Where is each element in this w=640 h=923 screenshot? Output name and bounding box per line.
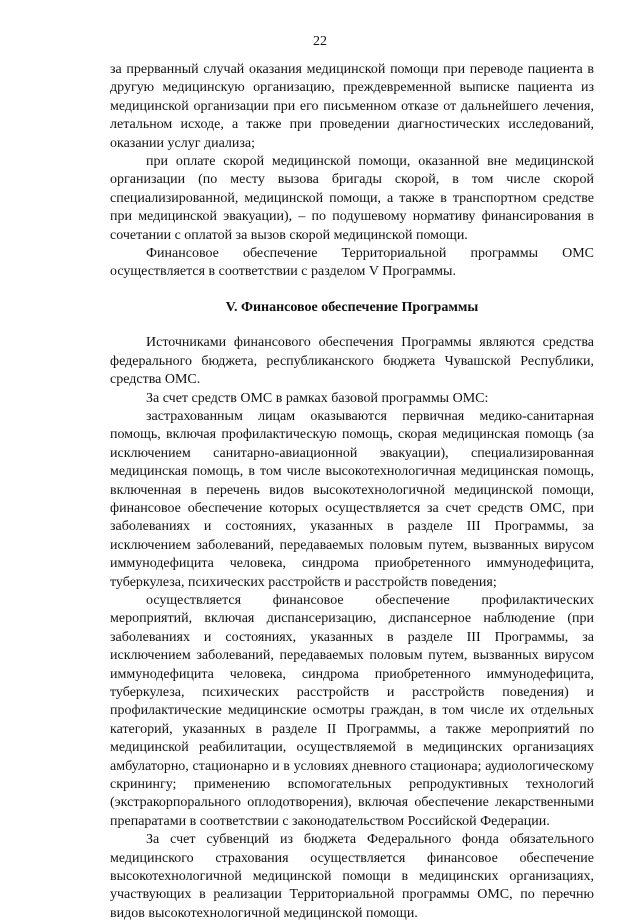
paragraph-preventive-measures: осуществляется финансовое обеспечение профилактических мероприятий, включая диспансеризацию, диспансерное наблюдение (при заболеваниях и состояниях, указанных в разделе III Программы, за исключением заболеваний, передаваемых половым путем, вызванных вирусом иммунодефицита человека, синдрома приобретенного иммунодефицита, туберкулеза, психических расстройств и расстройств поведения) и профилактические медицинские осмотры граждан, в том числе их отдельных категорий, указанных в разделе II Программы, а также мероприятий по медицинской реабилитации, осуществляемой в медицинских организациях амбулаторно, стационарно и в условиях дневного стационара; аудиологическому скринингу; применению вспомогательных репродуктивных технологий (экстракорпорального оплодотворения), включая обеспечение лекарственными препаратами в соответствии с законодательством Российской Федерации. — [110, 592, 594, 829]
document-body — [110, 61, 594, 923]
section-heading: V. Финансовое обеспечение Программы — [225, 299, 479, 315]
page-number: 22 — [313, 34, 327, 49]
paragraph-funding-sources: Источниками финансового обеспечения Программы являются средства федерального бюджета, республиканского бюджета Чувашской Республики, средства ОМС. — [110, 335, 594, 388]
paragraph-federal-subventions: За счет субвенций из бюджета Федерального фонда обязательного медицинского страхования осуществляется финансовое обеспечение высокотехнологичной медицинской помощи в медицинских организациях, участвующих в реализации Территориальной программы ОМС, по перечню видов высокотехнологичной медицинской помощи. — [110, 832, 594, 921]
section-heading-wrapper — [110, 299, 594, 317]
paragraph-insured-care: застрахованным лицам оказываются первичная медико-санитарная помощь, включая профилактическую помощь, скорая медицинская помощь (за исключением санитарно-авиационной эвакуации), специализированная медицинская помощь, в том числе высокотехнологичная медицинская помощь, включенная в перечень видов высокотехнологичной медицинской помощи, финансовое обеспечение которых осуществляется за счет средств ОМС, при заболеваниях и состояниях, указанных в разделе III Программы, за исключением заболеваний, передаваемых половым путем, вызванных вирусом иммунодефицита человека, синдрома приобретенного иммунодефицита, туберкулеза, психических расстройств и расстройств поведения; — [110, 408, 594, 590]
paragraph-continuation: за прерванный случай оказания медицинской помощи при переводе пациента в другую медицинскую организацию, преждевременной выписке пациента из медицинской организации при его письменном отказе от дальнейшего лечения, летальном исходе, а также при проведении диагностических исследований, оказании услуг диализа; — [110, 62, 594, 151]
paragraph-ambulance-payment: при оплате скорой медицинской помощи, оказанной вне медицинской организации (по месту вызова бригады скорой, в том числе скорой специализированной, медицинской помощи, а также в транспортном средстве при медицинской эвакуации), – по подушевому нормативу финансирования в сочетании с оплатой за вызов скорой медицинской помощи. — [110, 154, 594, 243]
paragraph-oms-financing: Финансовое обеспечение Территориальной программы ОМС осуществляется в соответствии с разделом V Программы. — [110, 246, 594, 280]
paragraph-oms-intro: За счет средств ОМС в рамках базовой программы ОМС: — [146, 390, 489, 406]
